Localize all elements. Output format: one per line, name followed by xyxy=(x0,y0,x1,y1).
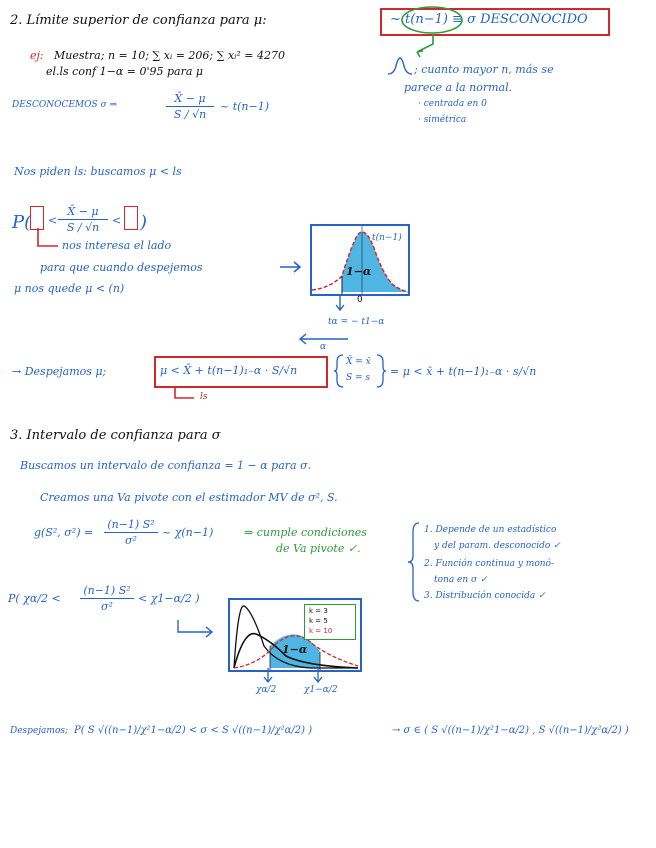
t-value-arrow xyxy=(335,294,345,312)
nos-piden-text: Nos piden ls: buscamos μ < ls xyxy=(14,165,182,178)
substitution-bottom: S = s xyxy=(346,373,371,383)
cumple-line-1: ⇒ cumple condiciones xyxy=(244,526,367,539)
cumple-line-2: de Va pivote ✓. xyxy=(276,542,361,555)
despejamos-mu-text: → Despejamos μ; xyxy=(12,365,107,378)
brace-left xyxy=(334,354,344,388)
pivot-numerator: X̄ − μ xyxy=(166,92,214,107)
g-denominator: σ² xyxy=(125,534,137,547)
chi-x2-label: χ1−α/2 xyxy=(304,685,338,695)
p-chi-right: < χ1−α/2 ) xyxy=(138,592,200,605)
condition-2b: tona en σ ✓ xyxy=(434,575,488,585)
chi-x1-label: χα/2 xyxy=(256,685,277,695)
p-chi-fraction xyxy=(80,584,134,613)
condition-2a: 2. Función continua y monó- xyxy=(424,559,555,569)
arrow-to-plot-1 xyxy=(280,262,302,272)
despejamos-sigma-text: Despejamos; xyxy=(10,726,69,736)
prob-left-bound-box xyxy=(30,206,44,230)
note-line-2: parece a la normal. xyxy=(404,81,513,94)
condition-1b: y del param. desconocido ✓ xyxy=(434,541,561,551)
chi-x2-arrow xyxy=(313,668,323,684)
bullet-symmetric: · simétrica xyxy=(418,115,467,125)
example-label: ej: xyxy=(30,49,44,62)
t-curve-label: t(n−1) xyxy=(372,233,402,243)
g-formula-label: g(S², σ²) = xyxy=(34,526,94,539)
p-chi-left: P( χα/2 < xyxy=(8,592,61,605)
note-line-1: ; cuanto mayor n, más se xyxy=(414,63,554,76)
interest-line-1: nos interesa el lado xyxy=(62,239,172,252)
legend-k10: k = 10 xyxy=(309,627,333,635)
prob-lt-2: < xyxy=(112,214,122,227)
creamos-text: Creamos una Va pivote con el estimador MV de σ², S. xyxy=(40,491,338,504)
condition-1a: 1. Depende de un estadístico xyxy=(424,525,557,535)
p-chi-denominator: σ² xyxy=(101,600,113,613)
bullet-centered: · centrada en 0 xyxy=(418,99,487,109)
alpha-label: α xyxy=(320,342,327,352)
prob-lt-1: < xyxy=(48,214,58,227)
pivot-denominator: S / √n xyxy=(173,108,207,121)
brace-right xyxy=(376,354,386,388)
prob-denominator: S / √n xyxy=(66,221,100,234)
ls-label: ls xyxy=(200,392,208,402)
t-highlight-circle xyxy=(400,6,460,36)
t-distribution-plot xyxy=(310,224,410,296)
chi-square-plot xyxy=(228,598,362,672)
conditions-brace xyxy=(408,522,420,602)
header-formula: ~ t(n−1) ≡ σ DESCONOCIDO xyxy=(390,12,588,27)
g-distribution: ~ χ(n−1) xyxy=(162,526,214,539)
example-text-2: el.ls conf 1−α = 0'95 para μ xyxy=(46,65,204,78)
final-sigma-probability: P( S √((n−1)/χ²1−α/2) < σ < S √((n−1)/χ²α/2) ) xyxy=(74,725,313,736)
pivot-fraction xyxy=(166,92,214,121)
pivot-distribution: ~ t(n−1) xyxy=(220,100,270,113)
interest-arrow xyxy=(34,228,64,258)
prob-numerator: X̄ − μ xyxy=(58,205,108,220)
interest-line-2: para que cuando despejemos xyxy=(40,261,203,274)
t-alpha-value-label: tα = − t1−α xyxy=(328,317,385,327)
prob-right-bound-box xyxy=(124,206,138,230)
legend-k5: k = 5 xyxy=(309,617,328,625)
prob-fraction xyxy=(58,205,108,234)
g-fraction xyxy=(104,518,158,547)
p-chi-numerator: (n−1) S² xyxy=(80,584,134,599)
prob-close: ) xyxy=(140,212,148,233)
final-mu-formula: = μ < x̄ + t(n−1)₁₋α · s/√n xyxy=(390,365,537,378)
prob-open: P( xyxy=(12,212,32,233)
legend-k3: k = 3 xyxy=(309,607,328,615)
t-zero-tick: 0 xyxy=(357,295,363,305)
example-text: Muestra; n = 10; ∑ xᵢ = 206; ∑ xᵢ² = 4270 xyxy=(54,49,285,62)
buscamos-text: Buscamos un intervalo de confianza = 1 − α para σ. xyxy=(20,459,312,472)
chi-x1-arrow xyxy=(263,668,273,684)
desconocemos-text: DESCONOCEMOS σ ⇒ xyxy=(12,100,118,110)
chi-area-label: 1−α xyxy=(282,643,308,656)
ls-arrow xyxy=(172,386,198,406)
t-area-label: 1−α xyxy=(346,265,372,278)
section-title-3: 3. Intervalo de confianza para σ xyxy=(10,428,221,443)
g-numerator: (n−1) S² xyxy=(104,518,158,533)
boxed-mu-formula: μ < X̄ + t(n−1)₁₋α · S/√n xyxy=(160,364,298,377)
interest-line-3: μ nos quede μ < (n) xyxy=(14,282,125,295)
section-title-2: 2. Límite superior de confianza para μ: xyxy=(10,13,267,28)
chi-legend xyxy=(304,604,356,640)
final-sigma-interval: → σ ∈ ( S √((n−1)/χ²1−α/2) , S √((n−1)/χ²α/2) ) xyxy=(392,725,629,736)
substitution-top: X̄ = x̄ xyxy=(346,357,371,367)
arrow-to-plot-2 xyxy=(176,620,216,640)
bell-shape-icon xyxy=(388,58,412,76)
condition-3: 3. Distribución conocida ✓ xyxy=(424,591,546,601)
